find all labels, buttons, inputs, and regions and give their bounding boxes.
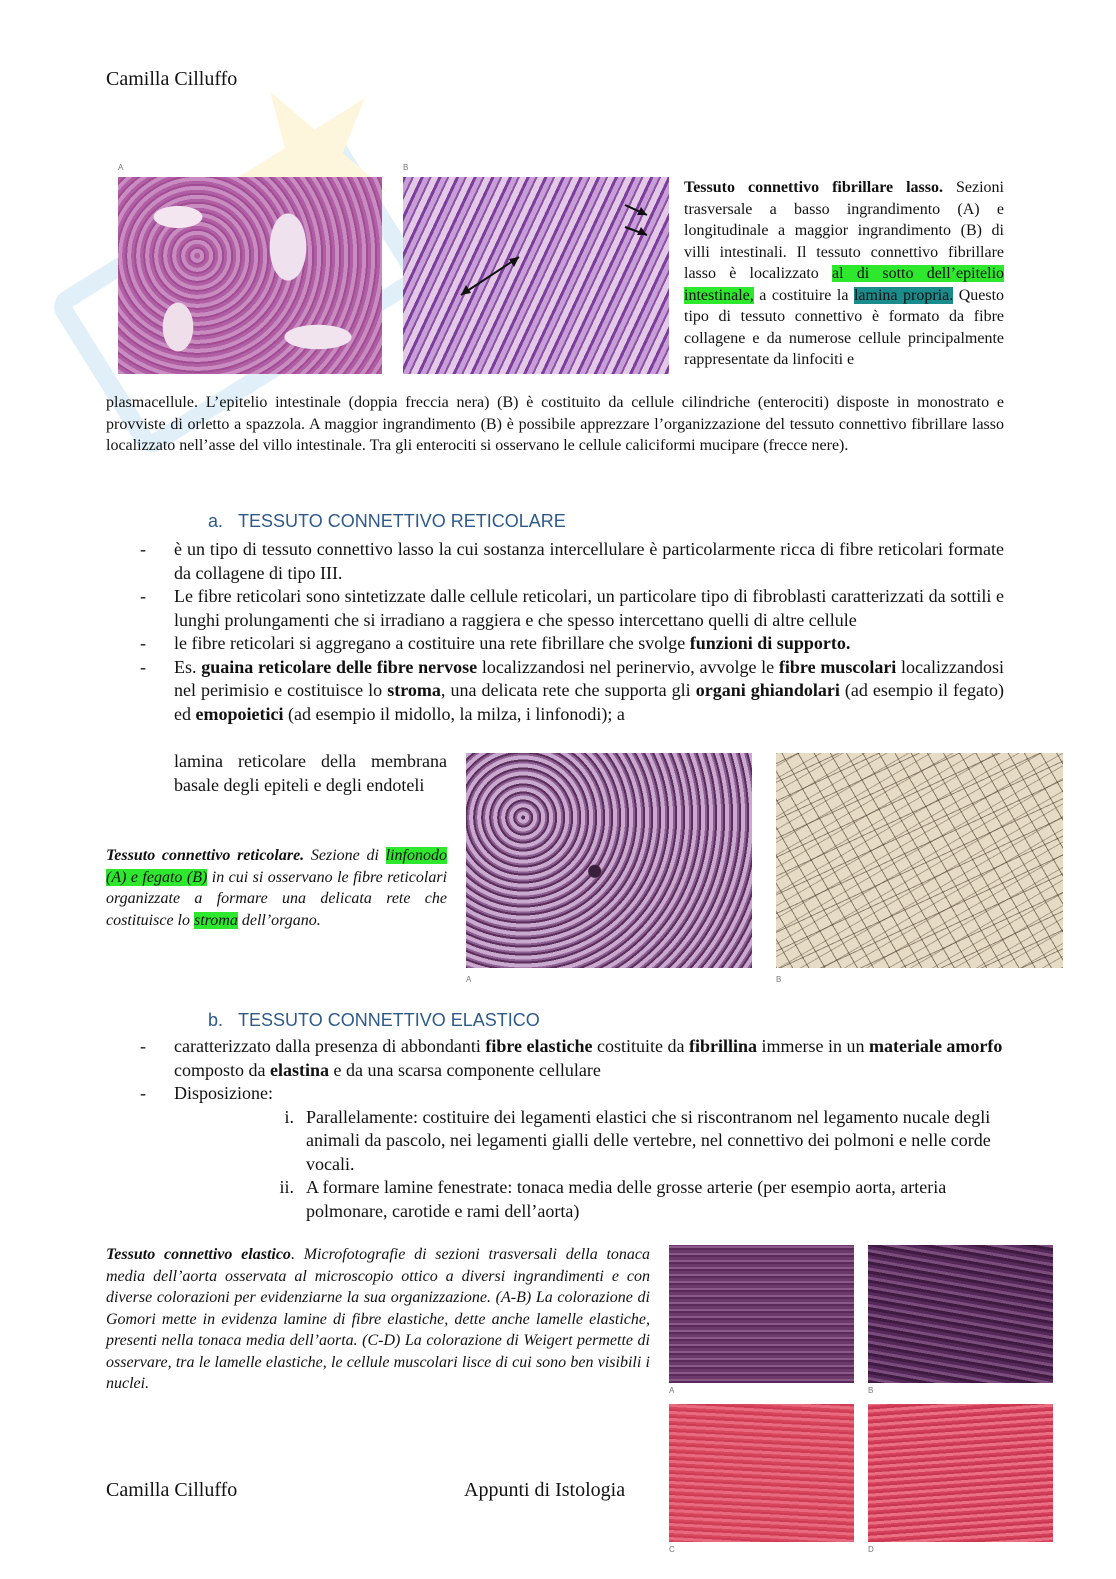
section-a-list-tail: lamina reticolare della membrana basale degli epiteli e degli endoteli: [174, 751, 447, 795]
list-item: - le fibre reticolari si aggregano a costituire una rete fibrillare che svolge funzioni di supporto.: [140, 633, 851, 653]
figure1-label-b: B: [403, 163, 409, 172]
figure2-highlight-stroma: stroma: [193, 911, 238, 929]
figure1-caption-text-2: a costituire la: [759, 286, 849, 304]
section-b-list: [106, 1035, 1004, 1223]
figure2-label-b: B: [776, 975, 782, 984]
figure3-label-b: B: [868, 1386, 874, 1395]
figure2-caption: Tessuto connettivo reticolare. Sezione di linfonodo (A) e fegato (B) in cui si osservano le fibre reticolari organizzate a formare una delicata rete che costituisce lo stroma dell’organo.: [106, 847, 448, 929]
figure1-caption-text: Sezioni trasversale a basso ingrandimento (A) e longitudinale a maggior ingrandimento (B) di villi intestinali. Il tessuto connettivo fibrillare lasso è localizzato: [684, 179, 1004, 282]
list-item: - Es. guaina reticolare delle fibre nervose localizzandosi nel perinervio, avvolge le fibre muscolari localizzandosi nel perimisio e costituisce lo stroma, una delicata rete che supporta gli organi ghiandolari (ad esempio il fegato) ed emopoietici (ad esempio il midollo, la milza, i linfonodi); a: [140, 656, 1005, 724]
aorta-micrograph-d: [868, 1404, 1053, 1542]
figure2-caption-title: Tessuto connettivo reticolare.: [106, 847, 305, 864]
list-item: - è un tipo di tessuto connettivo lasso la cui sostanza intercellulare è particolarmente ricca di fibre reticolari formate da collagene di tipo III.: [140, 539, 1004, 583]
aorta-micrograph-a: [669, 1245, 854, 1383]
list-item: - Le fibre reticolari sono sintetizzate dalle cellule reticolari, un particolare tipo di fibroblasti caratterizzati da sottili e lunghi prolungamenti che si irradiano a raggiera e che spesso intercettano quelli di altre cellule: [140, 586, 1004, 630]
figure1-caption-title: Tessuto connettivo fibrillare lasso.: [684, 179, 943, 196]
figure2-highlight-organs: linfonodo (A) e fegato (B): [106, 847, 447, 886]
lymph-node-micrograph: [466, 753, 752, 968]
aorta-micrograph-c: [669, 1404, 854, 1542]
figure2-label-a: A: [466, 975, 472, 984]
figure1-caption-text-3: Questo tipo di tessuto connettivo è formato da fibre collagene e da numerose cellule principalmente rappresentate da linfociti e: [684, 286, 1005, 368]
figure1-caption: [684, 177, 1004, 371]
figure3-label-c: C: [669, 1545, 675, 1554]
list-item: - caratterizzato dalla presenza di abbondanti fibre elastiche costituite da fibrillina immerse in un materiale amorfo composto da elastina e da una scarsa componente cellulare: [140, 1036, 1003, 1080]
aorta-micrograph-b: [868, 1245, 1053, 1383]
figure3-caption: Tessuto connettivo elastico. Microfotografie di sezioni trasversali della tonaca media dell’aorta osservata al microscopio ottico a diversi ingrandimenti e con diverse colorazioni per evidenziarne la sua organizzazione. (A-B) La colorazione di Gomori mette in evidenza lamine di fibre elastiche, dette anche lamelle elastiche, presenti nella tonaca media dell’aorta. (C-D) La colorazione di Weigert permette di osservare, tra le lamelle elastiche, le cellule muscolari lisce di cui sono ben visibili i nuclei.: [106, 1246, 650, 1392]
section-b-title: b. TESSUTO CONNETTIVO ELASTICO: [208, 1010, 540, 1030]
figure1-caption-continued: plasmacellule. L’epitelio intestinale (doppia freccia nera) (B) è costituito da cellule cilindriche (enterociti) disposte in monostrato e provviste di orletto a spazzola. A maggior ingrandimento (B) è possibile apprezzare l’organizzazione del tessuto connettivo fibrillare lasso localizzato nell’asse del villo intestinale. Tra gli enterociti si osservano le cellule caliciformi mucipare (frecce nere).: [106, 394, 1004, 454]
footer-title: Appunti di Istologia: [464, 1479, 626, 1501]
liver-micrograph: [776, 753, 1063, 968]
header-author: Camilla Cilluffo: [106, 68, 238, 90]
section-a-list: [106, 538, 1004, 726]
list-item: - Disposizione:: [140, 1083, 273, 1103]
figure3-label-a: A: [669, 1386, 675, 1395]
figure1-highlight-epithelium: al di sotto dell’epitelio intestinale,: [684, 265, 1005, 304]
figure3-label-d: D: [868, 1545, 874, 1554]
figure1-highlight-lamina-propria: lamina propria.: [853, 286, 954, 304]
figure1-label-a: A: [118, 163, 124, 172]
list-item: ii. A formare lamine fenestrate: tonaca media delle grosse arterie (per esempio aorta, arteria polmonare, carotide e rami dell’aorta): [279, 1177, 947, 1221]
intestinal-villi-micrograph-b: [403, 177, 669, 374]
figure3-caption-title: Tessuto connettivo elastico: [106, 1246, 291, 1263]
footer-author: Camilla Cilluffo: [106, 1479, 238, 1501]
intestinal-villi-micrograph-a: [118, 177, 382, 374]
list-item: i. Parallelamente: costituire dei legamenti elastici che si riscontranom nel legamento nucale degli animali da pascolo, nei legamenti gialli delle vertebre, nel connettivo dei polmoni e nelle corde vocali.: [284, 1106, 991, 1174]
section-a-title: a. TESSUTO CONNETTIVO RETICOLARE: [208, 511, 566, 531]
double-arrow-icon: [403, 177, 669, 374]
